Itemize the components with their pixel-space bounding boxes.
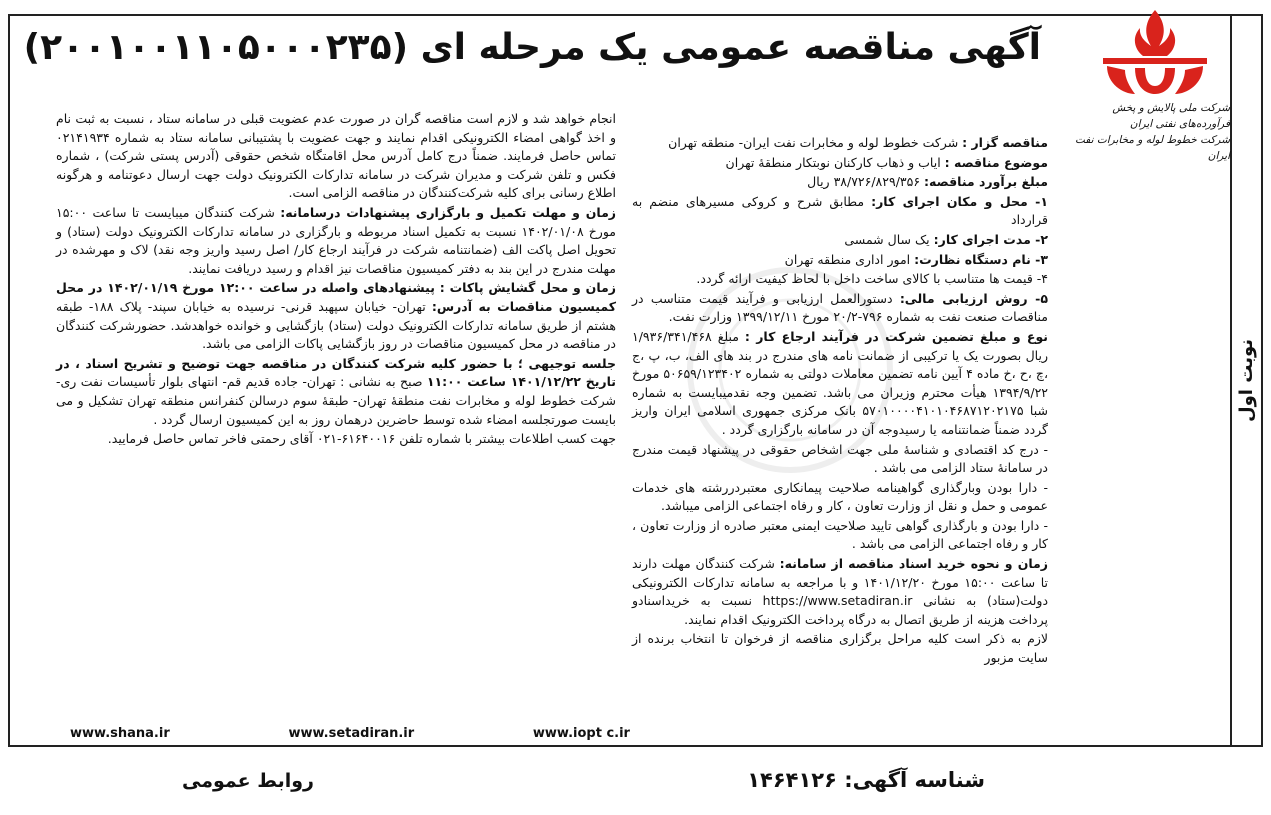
paragraph-text: ۴- قیمت ها متناسب با کالای ساخت داخل با لحاظ کیفیت ارائه گردد. [696, 271, 1048, 287]
paragraph-text: جهت کسب اطلاعات بیشتر با شماره تلفن ۶۱۶۴۰۰۱۶-۰۲۱ آقای رحمتی فاخر تماس حاصل فرمایید. [107, 431, 616, 447]
paragraph-label: ۵- روش ارزیابی مالی: [899, 290, 1048, 306]
link-shana[interactable]: www.shana.ir [70, 726, 170, 741]
right-column [632, 134, 1048, 669]
paragraph-label: مبلغ برآورد مناقصه: [924, 174, 1048, 190]
paragraph-label: مناقصه گزار : [962, 135, 1048, 150]
paragraph [632, 630, 1048, 667]
paragraph [632, 173, 1048, 192]
paragraph-label: زمان و محل گشایش پاکات : پیشنهادهای واصله در ساعت ۱۲:۰۰ مورخ ۱۴۰۲/۰۱/۱۹ در محل کمیسیون مناقصات به آدرس: [56, 280, 616, 314]
paragraph-text: مبلغ ۱/۹۳۶/۳۴۱/۴۶۸ ریال بصورت یک یا ترکیبی از ضمانت نامه های مندرج در بند های الف، ب، پ ،ج ،چ ،ح ،خ ماده ۴ آیین نامه تضمین معاملات دولتی به شماره ۵۰۶۵۹/۱۲۳۴۰۲ مورخ ۱۳۹۴/۹/۲۲ هیأت محترم وزیران می باشد. تضمین وجه نقدمیبایست به شماره شبا ۵۷۰۱۰۰۰۰۴۱۰۱۰۴۶۸۷۱۲۰۲۱۷۵ بانک مرکزی جمهوری اسلامی ایران واریز گردد ضمناً ضمانتنامه یا رسیدوجه آن در سامانه بارگزاری گردد . [632, 328, 1048, 437]
side-tab [1232, 14, 1263, 747]
paragraph [632, 290, 1048, 327]
paragraph-text: - دارا بودن و بارگذاری گواهی تایید صلاحیت ایمنی معتبر صادره از وزارت تعاون ، کار و رفاه اجتماعی الزامی می باشد . [632, 517, 1048, 552]
paragraph-text: ۳۸/۷۲۶/۸۲۹/۳۵۶ ریال [807, 174, 925, 190]
paragraph-label: ۲- مدت اجرای کار: [933, 231, 1048, 247]
paragraph [632, 441, 1048, 478]
paragraph-text: مطابق شرح و کروکی مسیرهای منضم به قرارداد [632, 193, 1048, 228]
company-name [1060, 100, 1230, 164]
ad-id: شناسه آگهی: ۱۴۶۴۱۲۶ [747, 768, 985, 792]
nioc-logo-icon [1085, 6, 1225, 102]
paragraph-text: - دارا بودن وبارگذاری گواهینامه صلاحیت پیمانکاری معتبردررشته های خدمات عمومی و حمل و نقل از وزارت تعاون ، کار و رفاه اجتماعی الزامی میباشد. [632, 479, 1048, 514]
notice-title: آگهی مناقصه عمومی یک مرحله ای (۲۰۰۱۰۰۱۱۰۵۰۰۰۲۳۵) [23, 27, 1041, 68]
paragraph [632, 193, 1048, 230]
paragraph-text: شرکت کنندگان مهلت دارند تا ساعت ۱۵:۰۰ مورخ ۱۴۰۱/۱۲/۲۰ و با مراجعه به سامانه تدارکات الکترونیکی دولت(ستاد) به نشانی https://www.setadiran.ir نسبت به خریداسنادو پرداخت هزینه از طریق اتصال به درگاه پرداخت الکترونیک اقدام نمایند. [632, 556, 1049, 627]
paragraph [632, 517, 1048, 554]
left-column [56, 110, 616, 450]
paragraph-text: تهران- خیابان سپهبد قرنی- نرسیده به خیابان سپند- پلاک ۱۸۸- طبقه هشتم از طریق سامانه تدارکات الکترونیک دولت (ستاد) بازگشایی و خوانده خواهدشد. حضورشرکت کنندگان در مناقصه در محل کمیسیون مناقصات در روز بازگشایی پاکات الزامی می باشد. [56, 298, 616, 352]
paragraph-text: امور اداری منطقه تهران [784, 251, 915, 267]
paragraph [632, 231, 1048, 250]
paragraph-text: ایاب و ذهاب کارکنان نوبتکار منطقهٔ تهران [725, 154, 945, 170]
paragraph [56, 430, 616, 449]
paragraph-text: انجام خواهد شد و لازم است مناقصه گران در صورت عدم عضویت قبلی در سامانه ستاد ، نسبت به ثبت نام و اخذ گواهی امضاء الکترونیکی اقدام نمایند و جهت عضویت با پشتیبانی سامانه ستاد به شماره ۰۲۱۴۱۹۳۴ تماس حاصل فرمایند. ضمناً درج کامل آدرس محل اقامتگاه شخص حقوقی (آدرس پستی شرکت) ، شماره فکس و تلفن شرکت و مدیران شرکت در سامانه تدارکات الکترونیک دولت جهت ارسال دعوتنامه و هرگونه اطلاع رسانی برای کلیه شرکت‌کنندگان در مناقصه الزامی است. [56, 111, 616, 201]
paragraph [632, 328, 1048, 440]
paragraph-text: شرکت کنندگان میبایست تا ساعت ۱۵:۰۰ مورخ ۱۴۰۲/۰۱/۰۸ نسبت به تکمیل اسناد مربوطه و بارگزاری در سامانه تدارکات الکترونیک دولت (ستاد) و تحویل اصل پاکت الف (ضمانتنامه شرکت در فرآیند ارجاع کار/ اصل رسید واریز وجه نقد) لاک و مهرشده در مهلت مندرج در این بند به دفتر کمیسیون مناقصات نیز اقدام و رسید دریافت نمایند. [56, 204, 616, 276]
paragraph-label: نوع و مبلغ تضمین شرکت در فرآیند ارجاع کار : [744, 328, 1048, 344]
paragraph [632, 134, 1048, 153]
paragraph-label: جلسه توجیهی ؛ با حضور کلیه شرکت کنندگان در مناقصه جهت توضیح و تشریح اسناد ، در تاریخ ۱۴۰۱/۱۲/۲۲ ساعت ۱۱:۰۰ [56, 355, 616, 390]
paragraph-text: - درج کد اقتصادی و شناسهٔ ملی جهت اشخاص حقوقی در پیشنهاد قیمت مندرج در سامانهٔ ستاد الزامی می باشد . [632, 441, 1048, 476]
paragraph [632, 251, 1048, 270]
links-row [70, 726, 630, 741]
paragraph [56, 110, 616, 203]
paragraph-text: لازم به ذکر است کلیه مراحل برگزاری مناقصه از فرخوان تا انتخاب برنده از سایت مزبور [632, 631, 1048, 666]
paragraph [632, 154, 1048, 173]
paragraph [56, 279, 616, 353]
paragraph [56, 204, 616, 278]
paragraph-text: یک سال شمسی [844, 231, 934, 247]
link-ioptc[interactable]: www.iopt c.ir [532, 726, 630, 741]
paragraph-label: زمان و نحوه خرید اسناد مناقصه از سامانه: [779, 556, 1048, 572]
paragraph [632, 270, 1048, 289]
paragraph-label: زمان و مهلت تکمیل و بارگزاری پیشنهادات درسامانه: [280, 204, 617, 220]
link-setadiran[interactable]: www.setadiran.ir [288, 726, 415, 741]
paragraph [56, 355, 616, 429]
side-label: نوبت اول [1236, 338, 1258, 423]
paragraph-text: دستورالعمل ارزیابی و فرآیند قیمت متناسب در مناقصات صنعت نفت به شماره ۷۹۶-۲۰/۲ مورخ ۱۳۹۹/۱۲/۱۱ وزارت نفت. [632, 290, 1048, 325]
company-line: شرکت ملی پالایش و پخش فرآورده‌های نفتی ایران [1112, 102, 1230, 130]
paragraph [632, 555, 1048, 629]
public-relations: روابط عمومی [182, 770, 314, 792]
paragraph-text: شرکت خطوط لوله و مخابرات نفت ایران- منطقه تهران [668, 135, 963, 150]
paragraph [632, 479, 1048, 516]
company-line: شرکت خطوط لوله و مخابرات نفت ایران [1074, 134, 1230, 162]
paragraph-label: ۱- محل و مکان اجرای کار: [871, 193, 1048, 209]
paragraph-text: صبح به نشانی : تهران- جاده قدیم قم- انتهای بلوار تأسیسات نفت ری- شرکت خطوط لوله و مخابرات نفت منطقهٔ تهران- طبقهٔ سوم درسالن کنفرانس منطقه تهران تشکیل و می بایست صورتجلسه امضاء شده توسط حاضرین درهمان روز به این کمیسیون ارسال گردد . [56, 374, 616, 427]
paragraph-label: ۳- نام دستگاه نظارت: [914, 251, 1048, 267]
paragraph-label: موضوع مناقصه : [944, 154, 1048, 170]
